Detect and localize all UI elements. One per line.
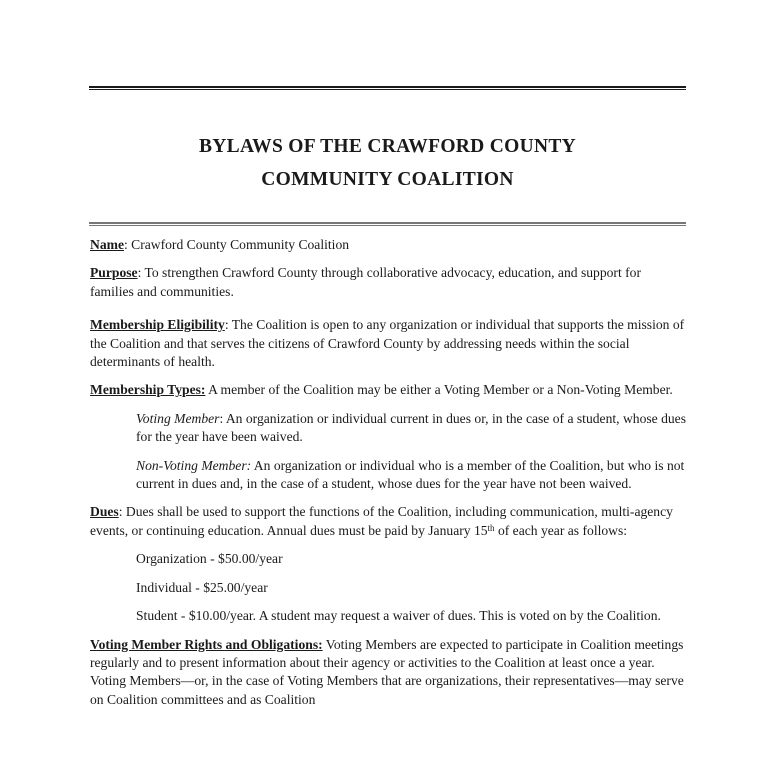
- dues-item-organization: Organization - $50.00/year: [136, 551, 283, 567]
- non-voting-member-label: Non-Voting Member:: [136, 457, 252, 473]
- bylaws-body: [90, 236, 686, 719]
- membership-types-label: Membership Types:: [90, 382, 206, 398]
- non-voting-member-text: An organization or individual who is a member of the Coalition, but who is not current in dues and, in the case of a student, whose dues for the year have not been waived.: [136, 457, 685, 492]
- document-title: [89, 130, 686, 196]
- name-sep: :: [123, 237, 128, 252]
- membership-eligibility-label: Membership Eligibility: [90, 317, 225, 333]
- purpose-text: To strengthen Crawford County through collaborative advocacy, education, and support for families and communities.: [90, 265, 641, 299]
- voting-member-label: Voting Member: [136, 410, 220, 426]
- section-voting-member-rights: [90, 636, 686, 710]
- dues-sep: :: [118, 504, 123, 520]
- dues-text-end: of each year as follows:: [494, 522, 628, 538]
- purpose-sep: :: [137, 265, 142, 281]
- title-line-1: BYLAWS OF THE CRAWFORD COUNTY: [198, 136, 577, 157]
- section-membership-eligibility: [90, 316, 686, 371]
- dues-item-student: Student - $10.00/year. A student may request a waiver of dues. This is voted on by the Coalition.: [136, 608, 661, 624]
- purpose-label: Purpose: [90, 265, 138, 281]
- voting-member-text: : An organization or individual current in dues or, in the case of a student, whose dues for the year have been waived.: [136, 410, 687, 445]
- dues-ordinal-suffix: th: [487, 522, 495, 533]
- name-text: Crawford County Community Coalition: [127, 237, 350, 252]
- non-voting-member-definition: [136, 457, 686, 494]
- section-purpose: [90, 264, 686, 301]
- top-rule: [89, 86, 686, 90]
- voting-rights-label: Voting Member Rights and Obligations:: [90, 636, 323, 652]
- section-name: [90, 236, 686, 254]
- voting-member-definition: [136, 410, 686, 447]
- membership-eligibility-sep: :: [224, 317, 229, 333]
- title-line-2: COMMUNITY COALITION: [261, 169, 514, 190]
- voting-rights-text: Voting Members are expected to participate in Coalition meetings regularly and to present information about their agency or activities to the Coalition at least once a year. Voting Members—or, in the case of Voting Members that are organizations, their representatives—may serve on Coalition committees and as Coalition: [90, 636, 684, 707]
- dues-text: Dues shall be used to support the functions of the Coalition, including communication, multi-agency events, or continuing education. Annual dues must be paid by January 15: [90, 504, 673, 538]
- membership-types-text: A member of the Coalition may be either a Voting Member or a Non-Voting Member.: [205, 382, 673, 398]
- section-dues: [90, 503, 686, 540]
- title-rule: [89, 222, 686, 226]
- section-membership-types: [90, 381, 686, 399]
- dues-item-individual: Individual - $25.00/year: [136, 579, 268, 595]
- membership-eligibility-text: The Coalition is open to any organization or individual that supports the mission of the Coalition and that serves the citizens of Crawford County by addressing needs within the social determinants of health.: [90, 317, 685, 370]
- name-label: Name: [90, 237, 124, 252]
- dues-label: Dues: [90, 504, 119, 520]
